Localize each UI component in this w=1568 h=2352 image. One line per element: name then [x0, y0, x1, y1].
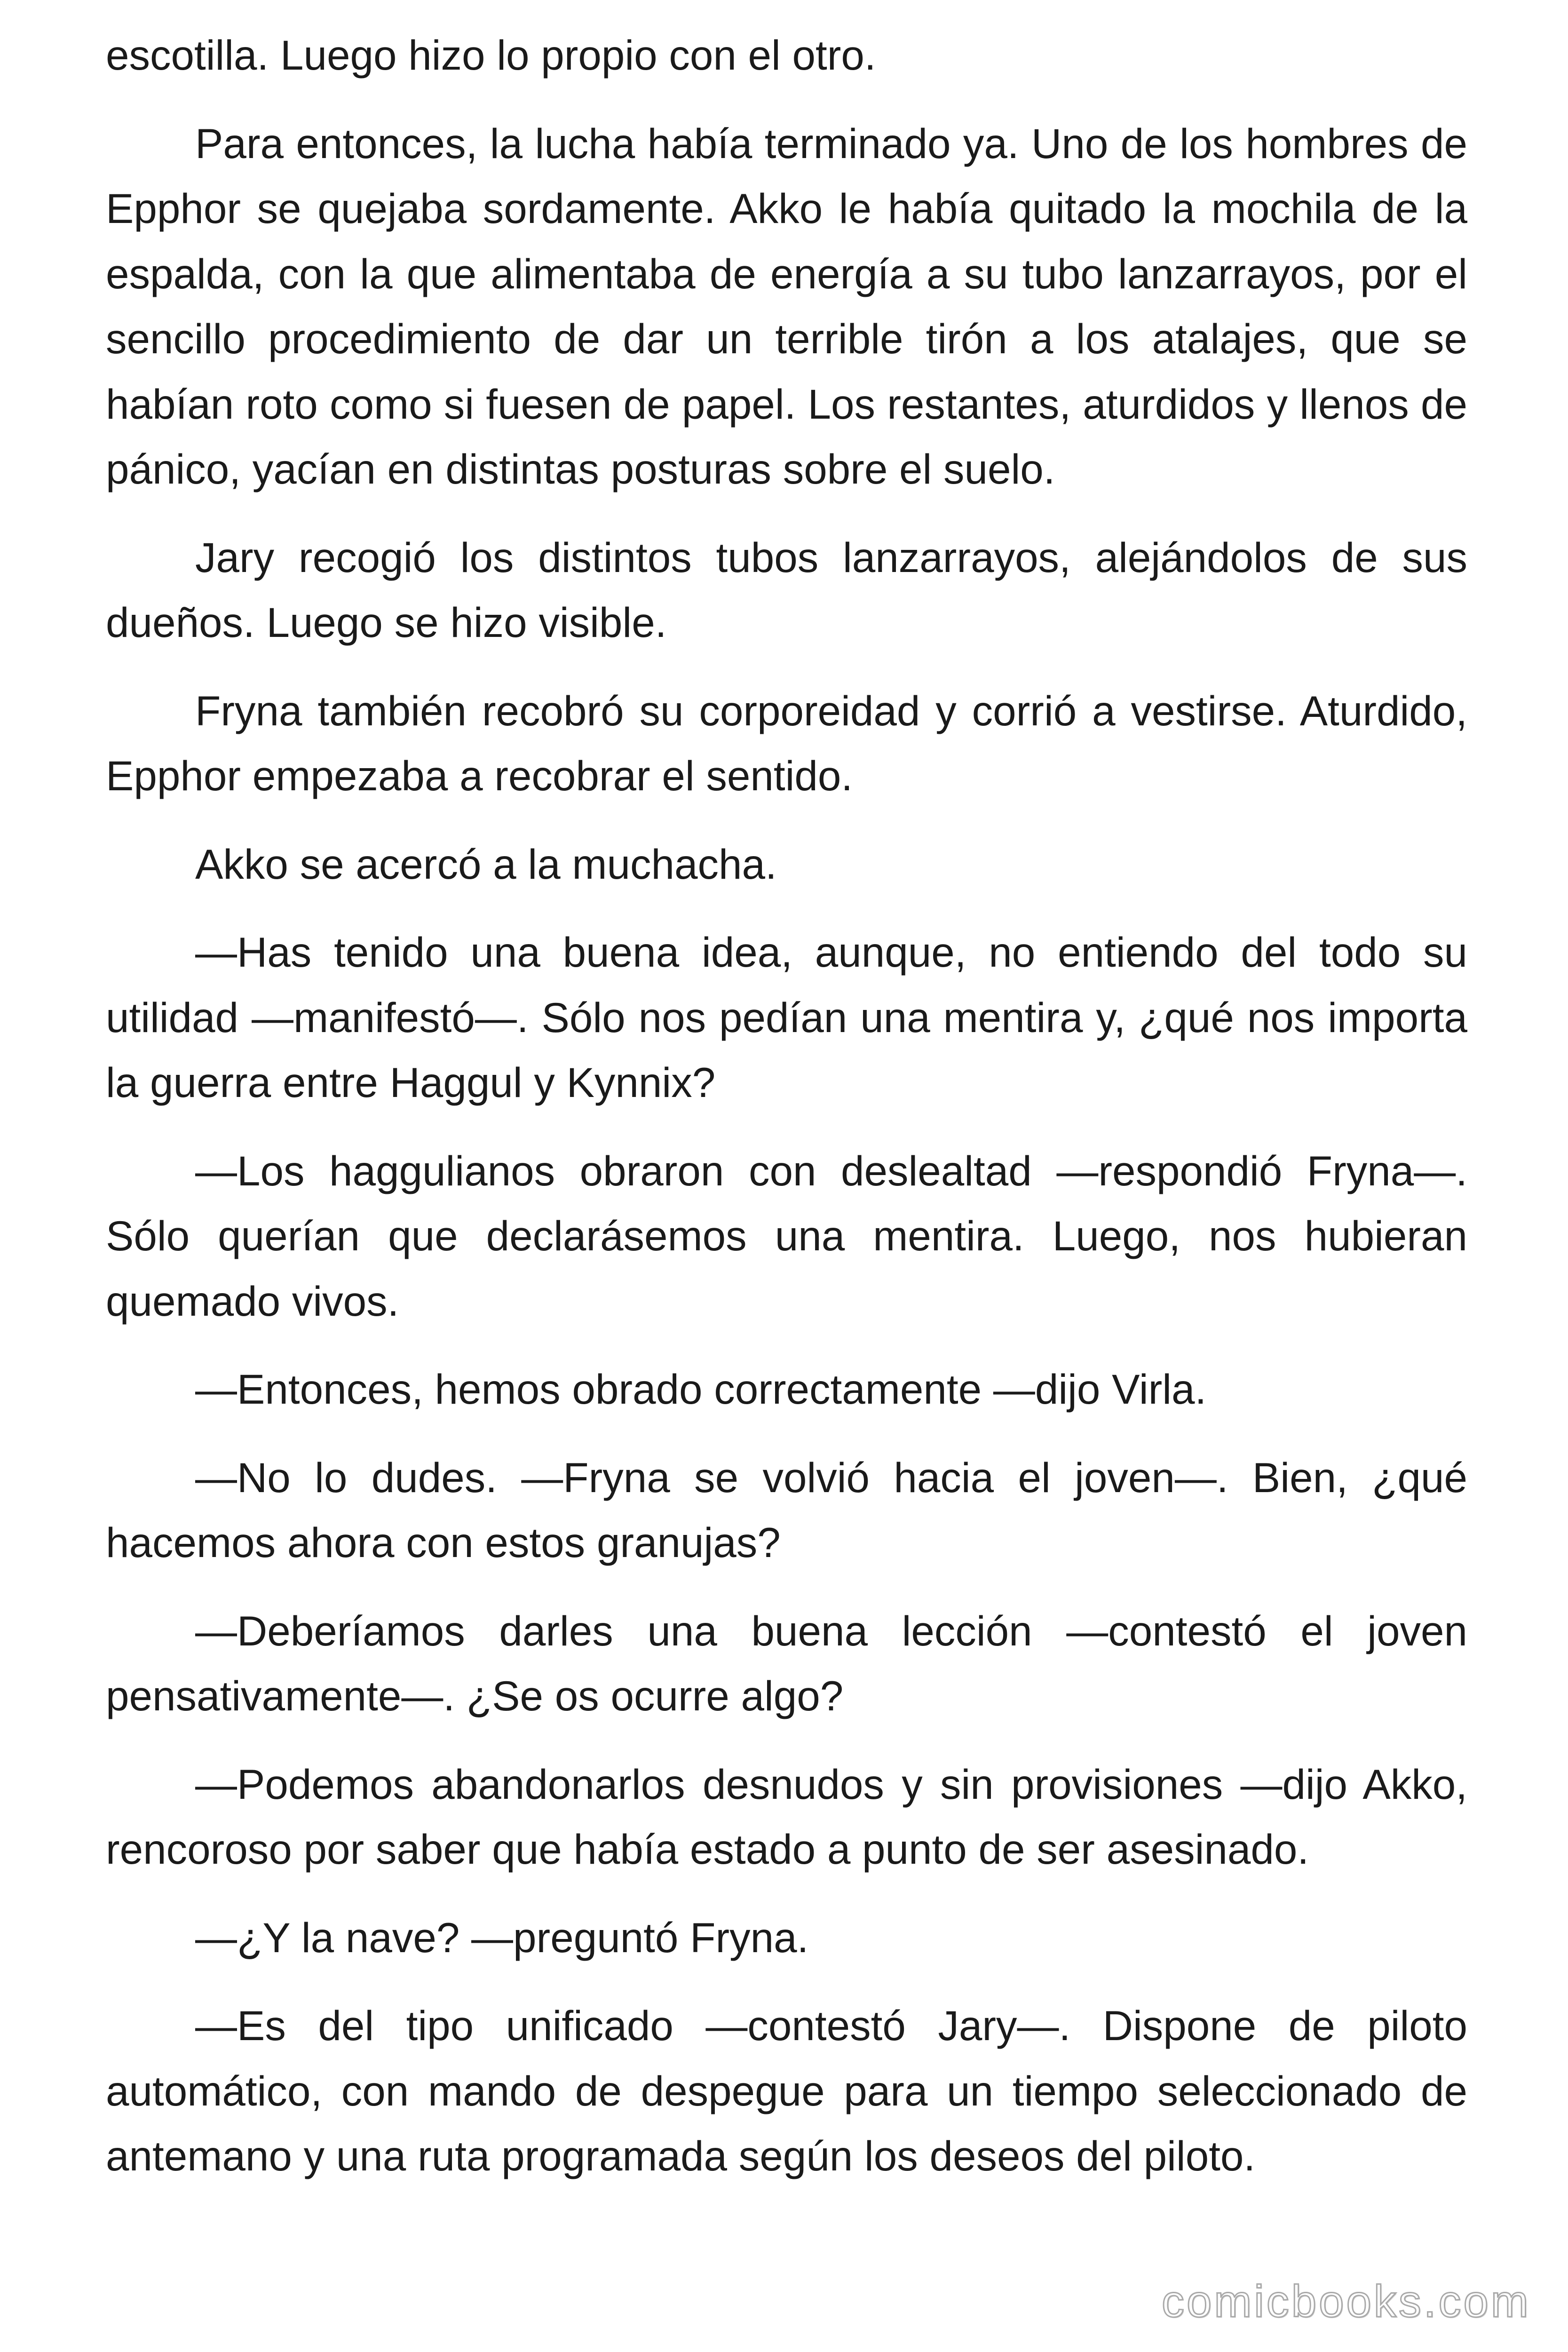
watermark: comicbooks.com	[1162, 2276, 1531, 2327]
paragraph: Jary recogió los distintos tubos lanzarrayos, alejándolos de sus dueños. Luego se hizo visible.	[106, 533, 1467, 646]
paragraph: —Deberíamos darles una buena lección —contestó el joven pensativamente—. ¿Se os ocurre algo?	[106, 1607, 1467, 1719]
paragraph: —Es del tipo unificado —contestó Jary—. Dispone de piloto automático, con mando de despegue para un tiempo seleccionado de antemano y una ruta programada según los deseos del piloto.	[106, 2002, 1467, 2179]
paragraph: Para entonces, la lucha había terminado ya. Uno de los hombres de Epphor se quejaba sordamente. Akko le había quitado la mochila de la espalda, con la que alimentaba de energía a su tubo lanzarrayos, por el sencillo procedimiento de dar un terrible tirón a los atalajes, que se habían roto como si fuesen de papel. Los restantes, aturdidos y llenos de pánico, yacían en distintas posturas sobre el suelo.	[106, 119, 1467, 493]
paragraph: escotilla. Luego hizo lo propio con el otro.	[106, 32, 876, 79]
paragraph: —No lo dudes. —Fryna se volvió hacia el joven—. Bien, ¿qué hacemos ahora con estos granujas?	[106, 1454, 1467, 1566]
paragraph: —Entonces, hemos obrado correctamente —dijo Virla.	[195, 1366, 1207, 1413]
body-text	[106, 23, 1467, 2189]
paragraph: —¿Y la nave? —preguntó Fryna.	[195, 1914, 809, 1961]
paragraph: —Has tenido una buena idea, aunque, no entiendo del todo su utilidad —manifestó—. Sólo nos pedían una mentira y, ¿qué nos importa la guerra entre Haggul y Kynnix?	[106, 929, 1467, 1106]
paragraph: —Podemos abandonarlos desnudos y sin provisiones —dijo Akko, rencoroso por saber que había estado a punto de ser asesinado.	[106, 1760, 1467, 1873]
paragraph: Fryna también recobró su corporeidad y corrió a vestirse. Aturdido, Epphor empezaba a recobrar el sentido.	[106, 687, 1467, 799]
paragraph: —Los haggulianos obraron con deslealtad —respondió Fryna—. Sólo querían que declarásemos una mentira. Luego, nos hubieran quemado vivos.	[106, 1147, 1467, 1325]
paragraph: Akko se acercó a la muchacha.	[195, 840, 777, 888]
